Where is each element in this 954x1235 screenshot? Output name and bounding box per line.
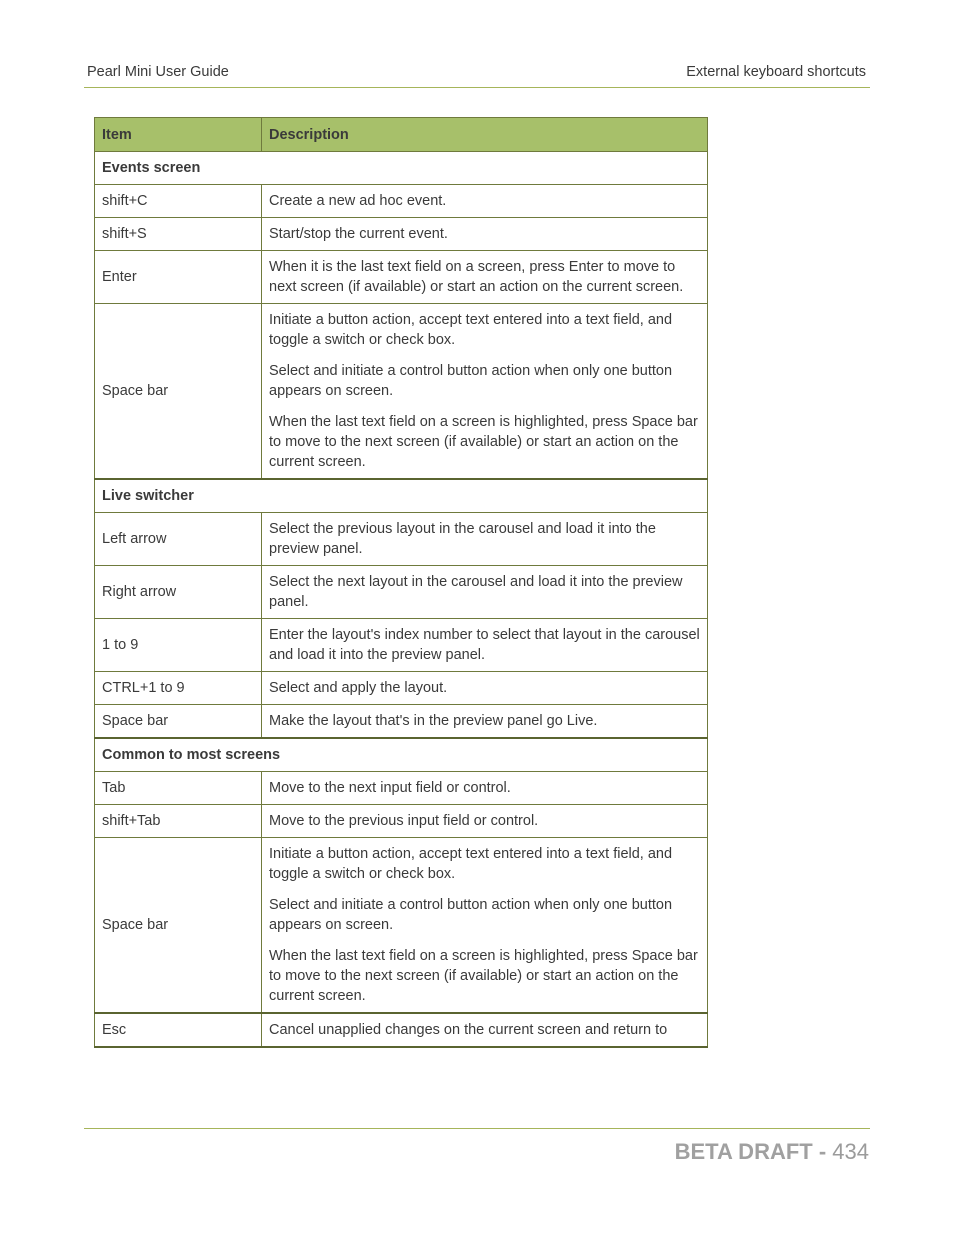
table-row [95, 185, 708, 218]
description-paragraph: Select the previous layout in the carousel and load it into the preview panel. [269, 521, 656, 557]
footer-rule [84, 1128, 870, 1129]
shortcut-key: Right arrow [95, 566, 262, 619]
shortcut-description [262, 1013, 708, 1047]
table-body [95, 152, 708, 1048]
shortcut-key: Left arrow [95, 513, 262, 566]
description-paragraph: Cancel unapplied changes on the current screen and return to [269, 1022, 668, 1038]
shortcut-description [262, 705, 708, 739]
table-row [95, 513, 708, 566]
shortcut-key: Space bar [95, 304, 262, 480]
page-number [675, 1139, 869, 1165]
shortcut-key: Esc [95, 1013, 262, 1047]
shortcuts-table [94, 117, 708, 1048]
section-title: External keyboard shortcuts [686, 64, 866, 80]
shortcut-key: Tab [95, 772, 262, 805]
table-row [95, 566, 708, 619]
description-paragraph: Select and initiate a control button action when only one button appears on screen. [269, 897, 673, 933]
description-paragraph: Initiate a button action, accept text entered into a text field, and toggle a switch or check box. [269, 846, 673, 882]
column-header-item: Item [95, 118, 262, 152]
description-paragraph: When the last text field on a screen is highlighted, press Space bar to move to the next screen (if available) or start an action on the current screen. [269, 414, 698, 470]
beta-draft-label: BETA DRAFT - [674, 1139, 833, 1164]
section-title: Common to most screens [95, 738, 708, 772]
shortcut-key: 1 to 9 [95, 619, 262, 672]
section-row [95, 738, 708, 772]
shortcut-key: shift+C [95, 185, 262, 218]
shortcut-key: CTRL+1 to 9 [95, 672, 262, 705]
section-row [95, 152, 708, 185]
table-row [95, 838, 708, 1014]
description-paragraph: Make the layout that's in the preview panel go Live. [269, 713, 598, 729]
section-title: Events screen [95, 152, 708, 185]
shortcut-key: Enter [95, 251, 262, 304]
shortcut-description [262, 672, 708, 705]
page-header [84, 63, 870, 88]
section-row [95, 479, 708, 513]
shortcut-description [262, 772, 708, 805]
description-paragraph: Select and apply the layout. [269, 680, 448, 696]
shortcut-description [262, 251, 708, 304]
table-row [95, 1013, 708, 1047]
guide-title: Pearl Mini User Guide [87, 64, 229, 80]
table-row [95, 805, 708, 838]
shortcut-key: shift+S [95, 218, 262, 251]
shortcut-key: Space bar [95, 838, 262, 1014]
table-row [95, 772, 708, 805]
table-header-row [95, 118, 708, 152]
table-row [95, 251, 708, 304]
section-title: Live switcher [95, 479, 708, 513]
description-paragraph: Move to the previous input field or control. [269, 813, 539, 829]
description-paragraph: Start/stop the current event. [269, 226, 448, 242]
table-row [95, 304, 708, 480]
description-paragraph: Initiate a button action, accept text entered into a text field, and toggle a switch or check box. [269, 312, 673, 348]
shortcut-key: shift+Tab [95, 805, 262, 838]
shortcut-description [262, 304, 708, 480]
description-paragraph: Select and initiate a control button action when only one button appears on screen. [269, 363, 673, 399]
description-paragraph: Select the next layout in the carousel and load it into the preview panel. [269, 574, 683, 610]
table-row [95, 672, 708, 705]
shortcut-description [262, 185, 708, 218]
shortcut-description [262, 619, 708, 672]
table-row [95, 705, 708, 739]
description-paragraph: When the last text field on a screen is highlighted, press Space bar to move to the next screen (if available) or start an action on the current screen. [269, 948, 698, 1004]
description-paragraph: Create a new ad hoc event. [269, 193, 447, 209]
column-header-description: Description [262, 118, 708, 152]
page-number-value: 434 [832, 1139, 869, 1164]
shortcut-description [262, 805, 708, 838]
shortcut-key: Space bar [95, 705, 262, 739]
description-paragraph: Move to the next input field or control. [269, 780, 511, 796]
table-row [95, 218, 708, 251]
table-row [95, 619, 708, 672]
shortcut-description [262, 513, 708, 566]
shortcut-description [262, 838, 708, 1014]
description-paragraph: When it is the last text field on a screen, press Enter to move to next screen (if available) or start an action on the current screen. [269, 259, 684, 295]
description-paragraph: Enter the layout's index number to select that layout in the carousel and load it into the preview panel. [269, 627, 700, 663]
shortcut-description [262, 218, 708, 251]
shortcut-description [262, 566, 708, 619]
